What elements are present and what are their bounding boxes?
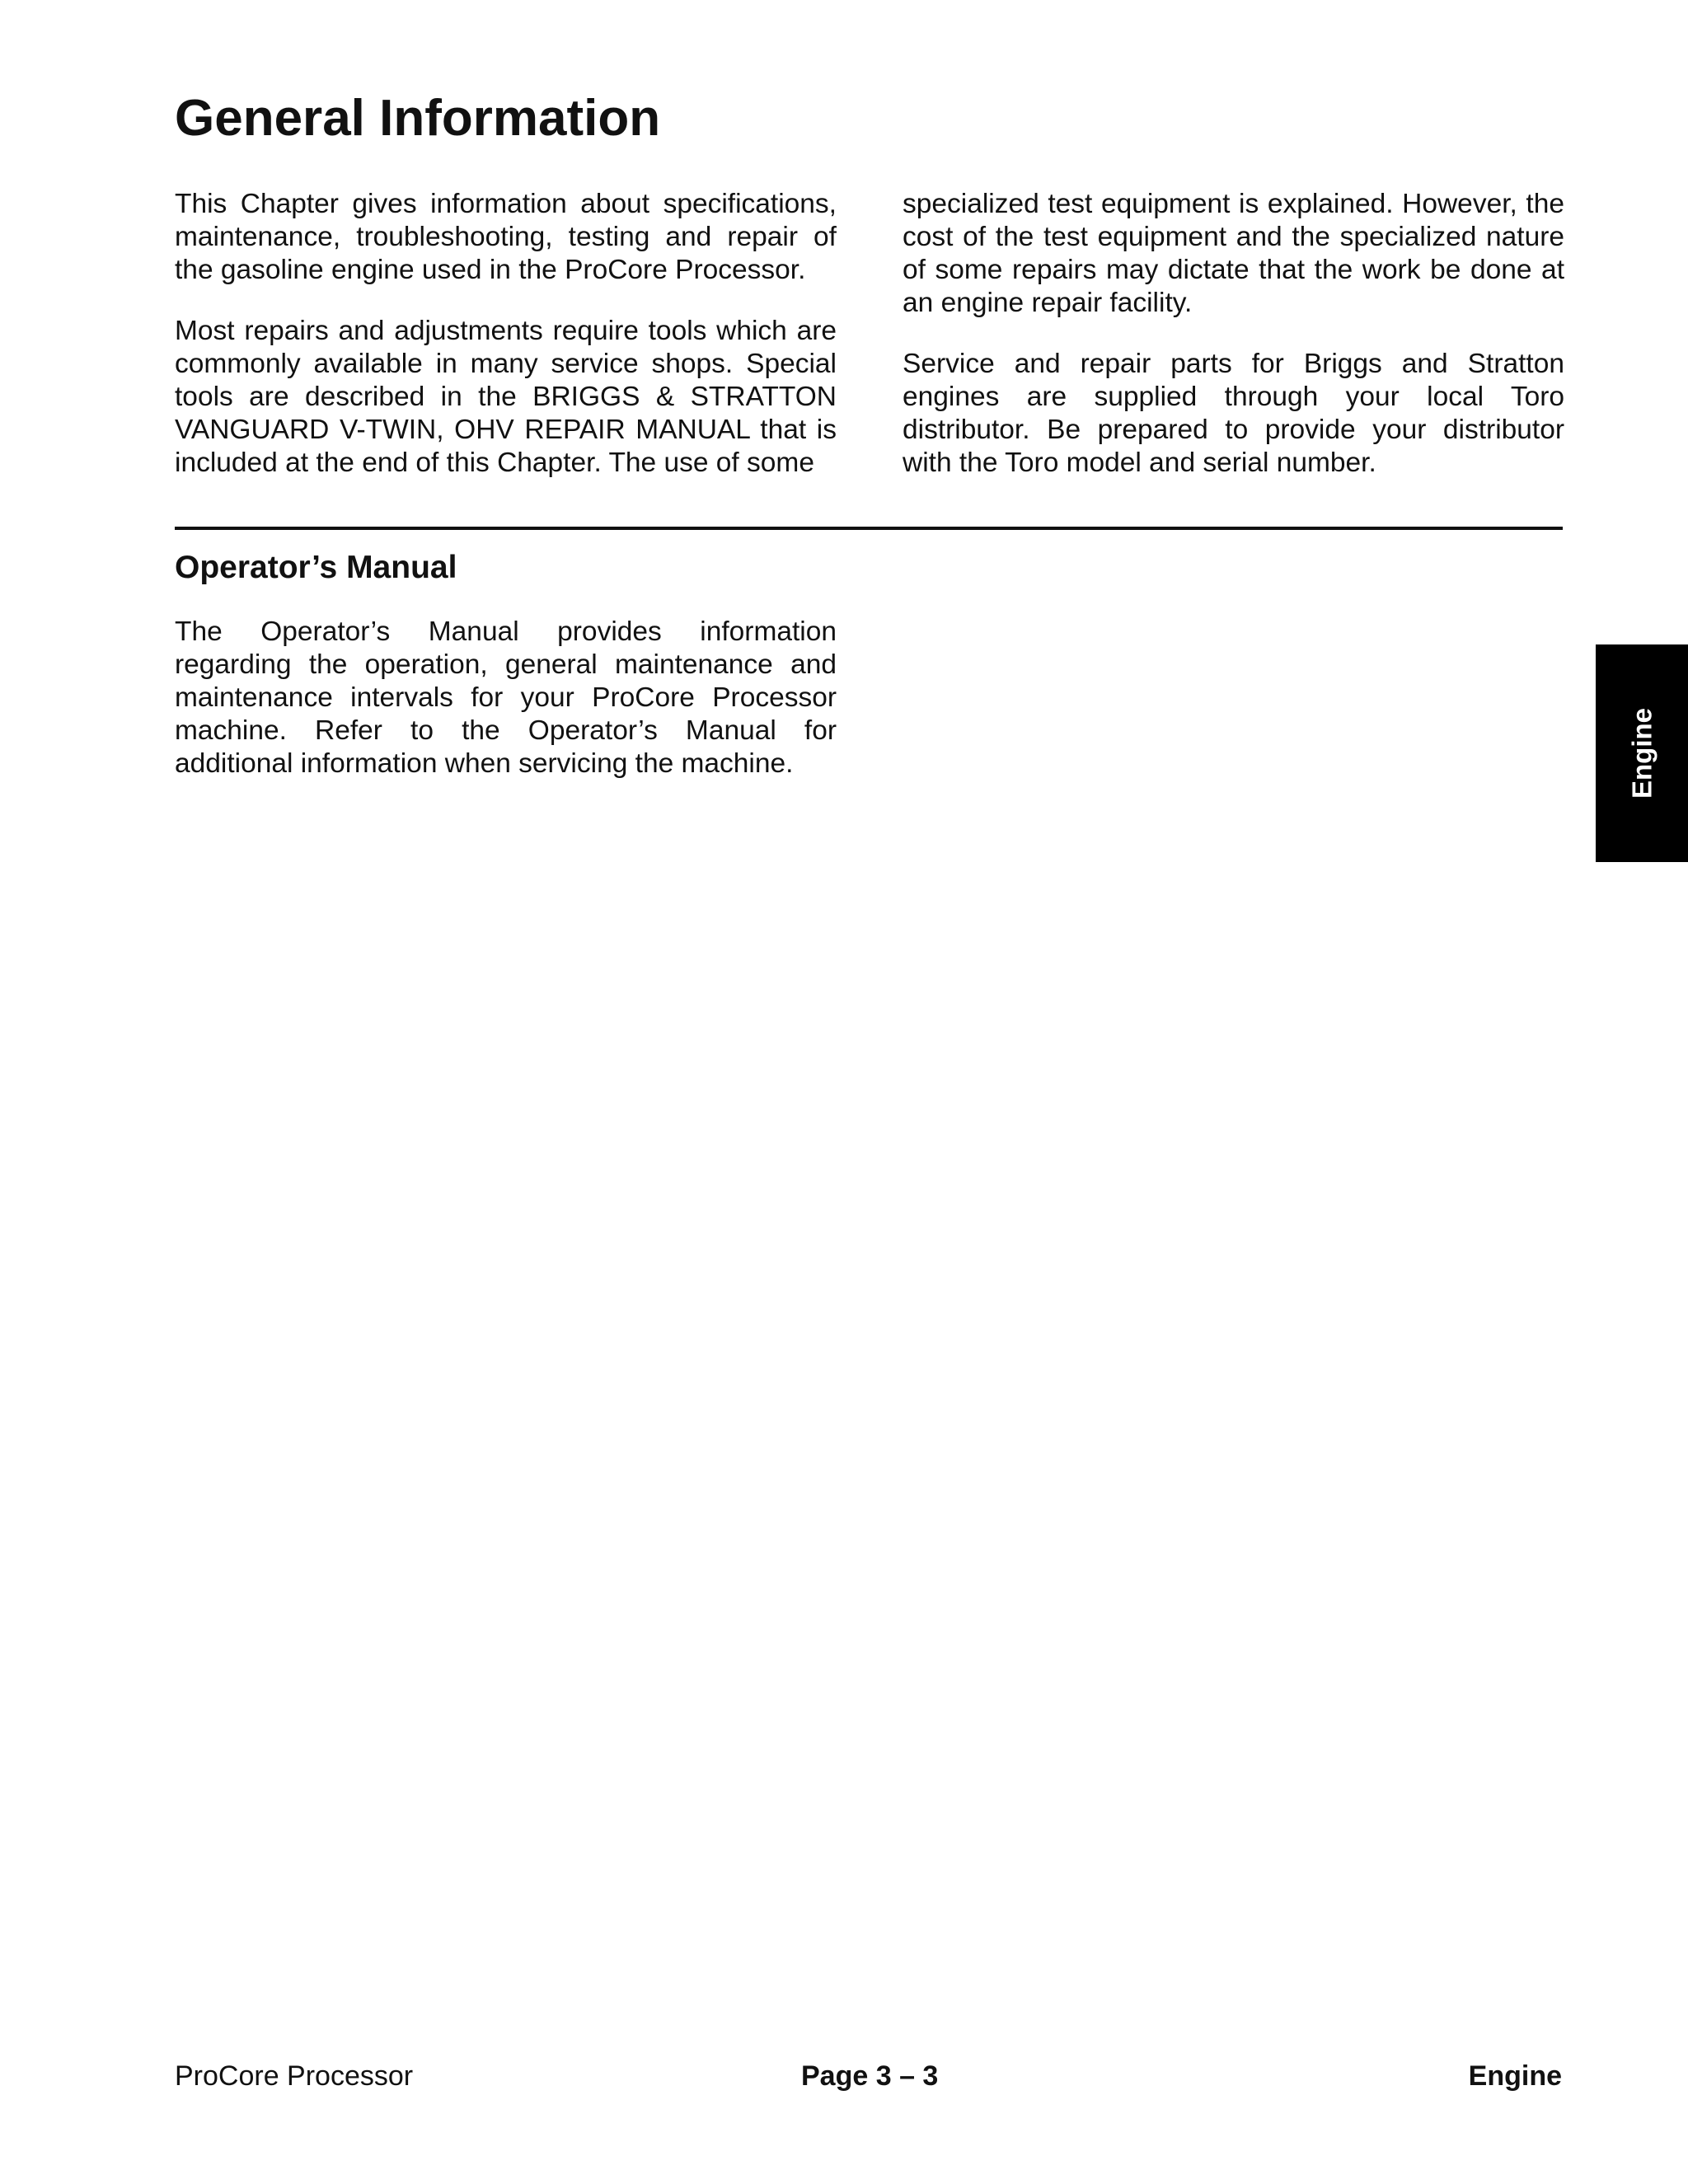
- general-info-left-column: [175, 188, 837, 480]
- chapter-side-tab-label: Engine: [1626, 707, 1658, 799]
- general-info-paragraph-3: specialized test equipment is explained. However, the cost of the test equipment and the specialized nature of some repairs may dictate that the work be done at an engine repair facility.: [903, 189, 1564, 318]
- operators-manual-heading: Operator’s Manual: [175, 550, 457, 585]
- section-divider: [175, 527, 1563, 530]
- footer-page-number: Page 3 – 3: [801, 2060, 939, 2092]
- operators-manual-paragraph: The Operator’s Manual provides information regarding the operation, general maintenance and maintenance intervals for your ProCore Processor machine. Refer to the Operator’s Manual for additional information when servicing the machine.: [175, 616, 837, 779]
- general-info-paragraph-2: Most repairs and adjustments require tools which are commonly available in many service shops. Special tools are described in the BRIGGS & STRATTON VANGUARD V-TWIN, OHV REPAIR MANUAL that is included at the end of this Chapter. The use of some: [175, 316, 837, 478]
- page-title: General Information: [175, 90, 661, 147]
- footer-chapter-name: Engine: [1468, 2060, 1562, 2092]
- operators-manual-column: [175, 616, 837, 780]
- general-info-right-column: [903, 188, 1564, 480]
- footer-product-name: ProCore Processor: [175, 2060, 414, 2092]
- chapter-side-tab: [1596, 644, 1688, 862]
- general-info-paragraph-1: This Chapter gives information about specifications, maintenance, troubleshooting, testing and repair of the gasoline engine used in the ProCore Processor.: [175, 189, 837, 285]
- general-info-paragraph-4: Service and repair parts for Briggs and Stratton engines are supplied through your local Toro distributor. Be prepared to provide your distributor with the Toro model and serial number.: [903, 349, 1564, 478]
